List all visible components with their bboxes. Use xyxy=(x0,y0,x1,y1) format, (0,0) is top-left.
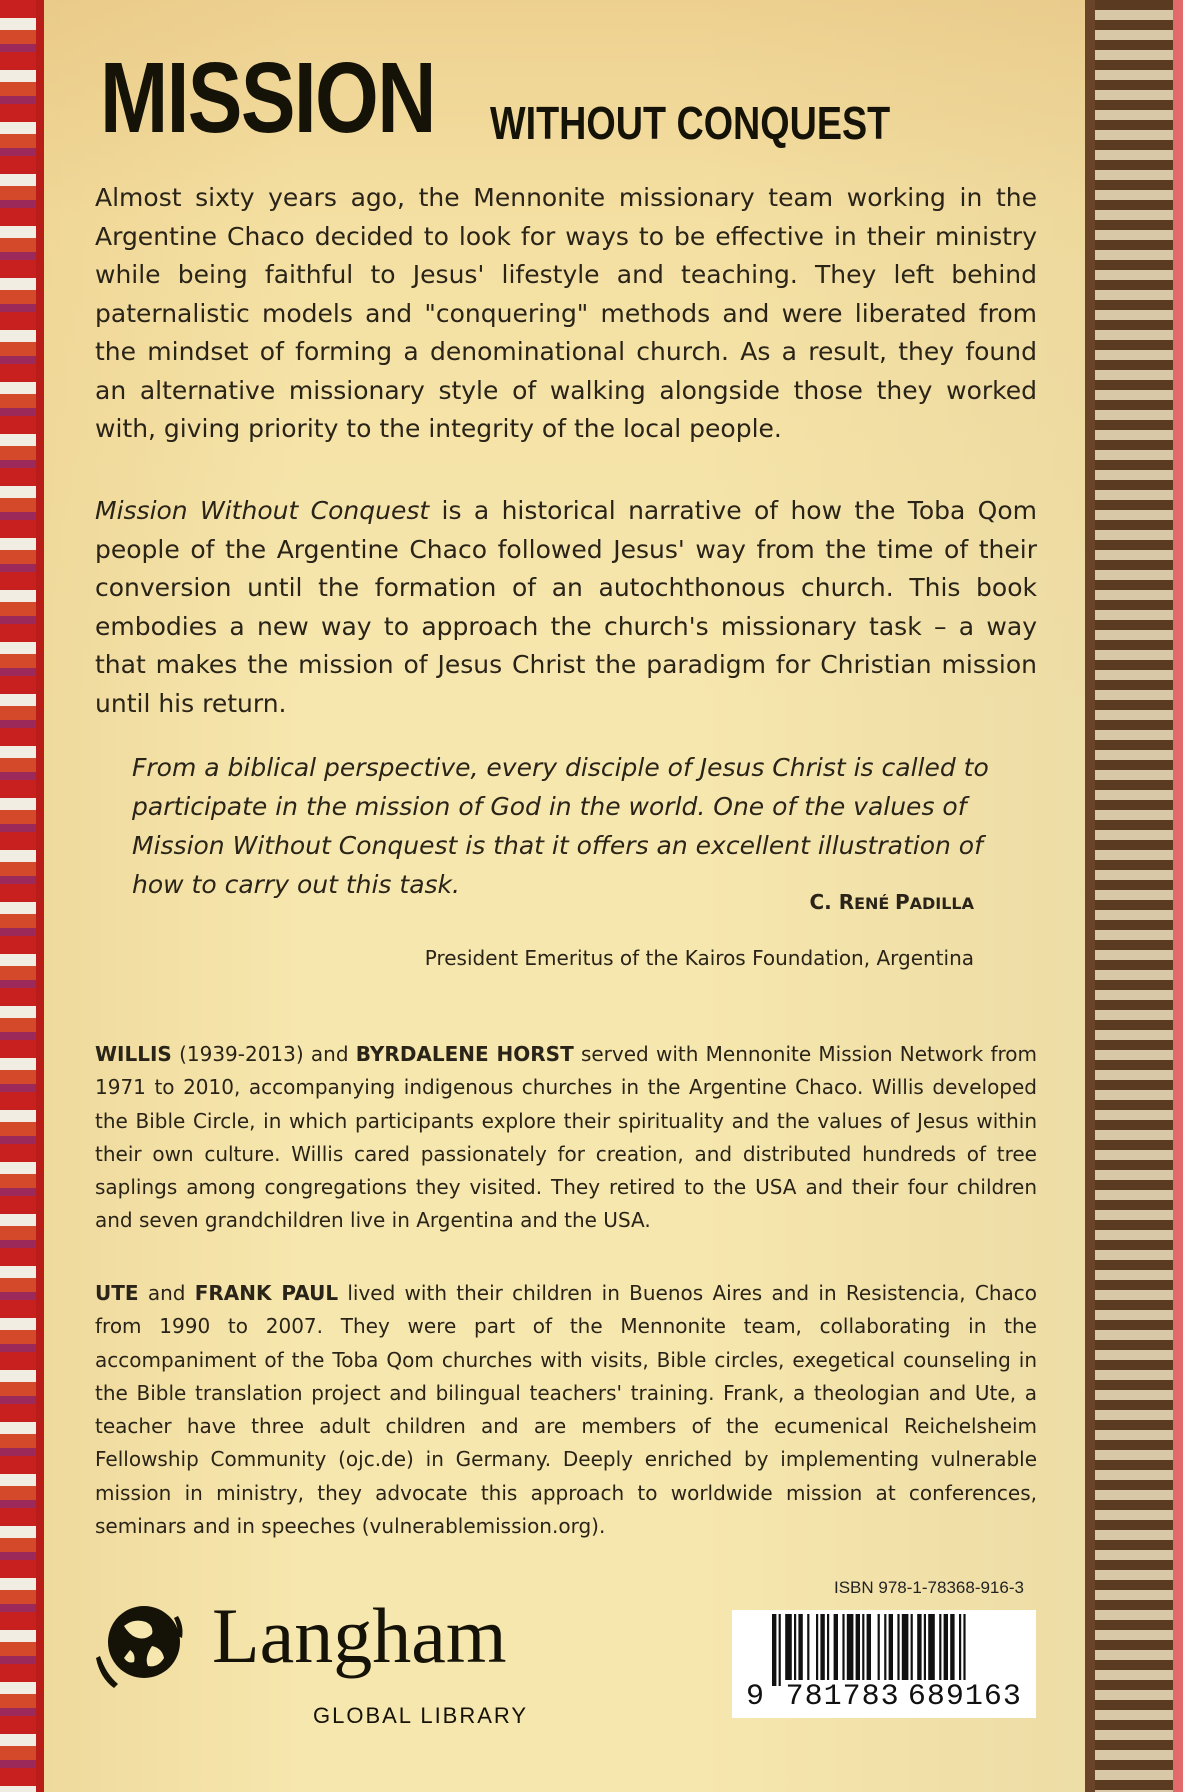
barcode-bar xyxy=(785,1614,792,1686)
barcode-bar xyxy=(889,1614,893,1686)
barcode-digit-first: 9 xyxy=(746,1680,765,1714)
book-title-sub: WITHOUT CONQUEST xyxy=(490,97,891,149)
barcode-bar xyxy=(884,1614,886,1686)
author-name: BYRDALENE HORST xyxy=(355,1042,574,1066)
author-name: UTE xyxy=(95,1281,139,1305)
barcode-bar xyxy=(917,1614,921,1686)
author-bio-horst xyxy=(95,1038,1037,1238)
endorser-name xyxy=(700,890,974,914)
book-title-italic: Mission Without Conquest xyxy=(95,496,430,525)
barcode-bar xyxy=(794,1614,796,1686)
description-paragraph-2-text: is a historical narrative of how the Toba Qom people of the Argentine Chaco followed Jesus' way from the time of their conversion until the formation of an autochthonous church. This book embodies a new way to approach the church's missionary task – a way that makes the mission of Jesus Christ the paradigm for Christian mission until his return. xyxy=(95,496,1037,718)
barcode-bar xyxy=(856,1614,860,1686)
barcode-bar xyxy=(959,1614,961,1686)
barcode-bar xyxy=(924,1614,926,1686)
endorser-name-part: ENÉ xyxy=(854,894,895,913)
barcode-bar xyxy=(911,1614,913,1686)
barcode-bar xyxy=(827,1614,829,1686)
barcode-digits-group-1: 781783 xyxy=(782,1680,904,1714)
bio-text: and xyxy=(138,1281,195,1305)
barcode xyxy=(732,1610,1036,1718)
globe-with-figures-icon xyxy=(94,1596,186,1692)
endorser-role: President Emeritus of the Kairos Foundation, Argentina xyxy=(424,946,974,970)
barcode-bars xyxy=(772,1614,1022,1686)
endorser-name-part: ADILLA xyxy=(909,894,974,913)
barcode-bar xyxy=(950,1614,954,1686)
barcode-bar xyxy=(816,1614,818,1686)
barcode-bar xyxy=(772,1614,776,1686)
barcode-bar xyxy=(834,1614,838,1686)
woven-left-border xyxy=(0,0,44,1792)
author-name: FRANK PAUL xyxy=(194,1281,339,1305)
author-bio-paul xyxy=(95,1277,1037,1543)
barcode-bar xyxy=(963,1614,965,1686)
barcode-digits xyxy=(746,1680,1026,1714)
bio-text: served with Mennonite Mission Network from 1971 to 2010, accompanying indigenous churches in the Argentine Chaco. Willis developed the Bible Circle, in which participants explore their spirituality and the values of Jesus within their own culture. Willis cared passionately for creation, and distributed hundreds of tree saplings among congregations they visited. They retired to the USA and their four children and seven grandchildren live in Argentina and the USA. xyxy=(95,1042,1038,1233)
barcode-bar xyxy=(897,1614,899,1686)
barcode-bar xyxy=(847,1614,854,1686)
endorser-name-part: P xyxy=(894,890,910,914)
barcode-bar xyxy=(842,1614,844,1686)
barcode-digits-group-2: 689163 xyxy=(904,1680,1026,1714)
isbn-label: ISBN 978-1-78368-916-3 xyxy=(834,1578,1024,1597)
woven-right-border xyxy=(1085,0,1183,1792)
endorser-name-part: C. R xyxy=(809,890,855,914)
author-name: WILLIS xyxy=(95,1042,172,1066)
barcode-bar xyxy=(820,1614,824,1686)
barcode-bar xyxy=(779,1614,781,1686)
barcode-bar xyxy=(867,1614,871,1686)
barcode-bar xyxy=(798,1614,802,1686)
description-paragraph-2 xyxy=(95,492,1037,723)
barcode-bar xyxy=(944,1614,948,1686)
bio-text: lived with their children in Buenos Aires and in Resistencia, Chaco from 1990 to 2007. They were part of the Mennonite team, collaborating in the accompaniment of the Toba Qom churches with visits, Bible circles, exegetical counseling in the Bible translation project and bilingual teachers' training. Frank, a theologian and Ute, a teacher have three adult children and are members of the ecumenical Reichelsheim Fellowship Community (ojc.de) in Germany. Deeply enriched by implementing vulnerable mission in ministry, they advocate this approach to worldwide mission at conferences, seminars and in speeches (vulnerablemission.org). xyxy=(95,1281,1037,1539)
barcode-bar xyxy=(939,1614,941,1686)
publisher-name: Langham xyxy=(212,1592,507,1679)
barcode-bar xyxy=(862,1614,864,1686)
barcode-bar xyxy=(928,1614,935,1686)
bio-text: (1939-2013) and xyxy=(171,1042,356,1066)
description-paragraph-1: Almost sixty years ago, the Mennonite missionary team working in the Argentine Chaco decided to look for ways to be effective in their ministry while being faithful to Jesus' lifestyle and teaching. They left behind paternalistic models and "conquering" methods and were liberated from the mindset of forming a denominational church. As a result, they found an alternative missionary style of walking alongside those they worked with, giving priority to the integrity of the local people. xyxy=(95,183,1037,443)
barcode-bar xyxy=(902,1614,909,1686)
barcode-bar xyxy=(807,1614,809,1686)
book-title-main: MISSION xyxy=(100,42,435,154)
endorsement-quote: From a biblical perspective, every disciple of Jesus Christ is called to participate in the mission of God in the world. One of the values of Mission Without Conquest is that it offers an excellent illustration of how to carry out this task. xyxy=(132,753,989,899)
publisher-imprint: GLOBAL LIBRARY xyxy=(313,1703,529,1728)
barcode-bar xyxy=(878,1614,880,1686)
